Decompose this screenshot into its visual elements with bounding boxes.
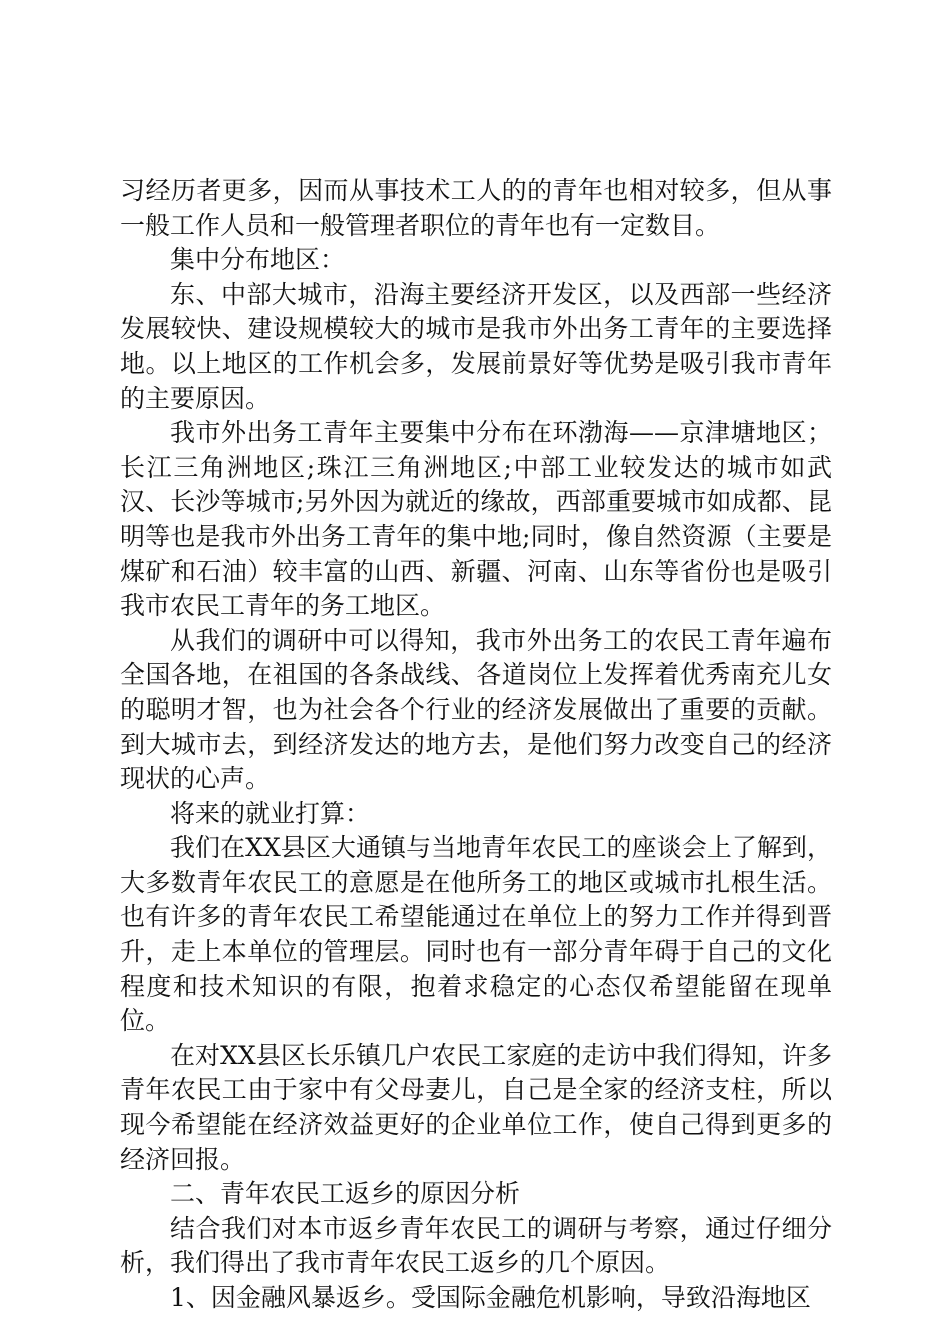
paragraph: 结合我们对本市返乡青年农民工的调研与考察，通过仔细分析，我们得出了我市青年农民工返乡的几个原因。 xyxy=(120,1213,832,1278)
paragraph-heading-distribution-area: 集中分布地区： xyxy=(170,245,346,275)
paragraph: 在对XX县区长乐镇几户农民工家庭的走访中我们得知，许多青年农民工由于家中有父母妻儿，自己是全家的经济支柱，所以现今希望能在经济效益更好的企业单位工作，使自己得到更多的经济回报。 xyxy=(120,1040,832,1174)
paragraph-heading-employment-plans: 将来的就业打算： xyxy=(170,798,371,828)
document-body xyxy=(120,174,832,1316)
paragraph-list-item: 1、因金融风暴返乡。受国际金融危机影响，导致沿海地区 xyxy=(170,1283,811,1312)
paragraph: 东、中部大城市，沿海主要经济开发区，以及西部一些经济发展较快、建设规模较大的城市是我市外出务工青年的主要选择地。以上地区的工作机会多，发展前景好等优势是吸引我市青年的主要原因。 xyxy=(120,279,832,413)
section-heading: 二、青年农民工返乡的原因分析 xyxy=(170,1179,521,1209)
paragraph: 从我们的调研中可以得知，我市外出务工的农民工青年遍布全国各地，在祖国的各条战线、各道岗位上发挥着优秀南充儿女的聪明才智，也为社会各个行业的经济发展做出了重要的贡献。到大城市去，到经济发达的地方去，是他们努力改变自己的经济现状的心声。 xyxy=(120,625,832,794)
paragraph-continuation: 习经历者更多，因而从事技术工人的的青年也相对较多，但从事一般工作人员和一般管理者职位的青年也有一定数目。 xyxy=(120,176,832,240)
paragraph: 我们在XX县区大通镇与当地青年农民工的座谈会上了解到，大多数青年农民工的意愿是在他所务工的地区或城市扎根生活。也有许多的青年农民工希望能通过在单位上的努力工作并得到晋升，走上本单位的管理层。同时也有一部分青年碍于自己的文化程度和技术知识的有限，抱着求稳定的心态仅希望能留在现单位。 xyxy=(120,833,832,1036)
paragraph: 我市外出务工青年主要集中分布在环渤海——京津塘地区；长江三角洲地区;珠江三角洲地区;中部工业较发达的城市如武汉、长沙等城市;另外因为就近的缘故，西部重要城市如成都、昆明等也是我市外出务工青年的集中地;同时，像自然资源（主要是煤矿和石油）较丰富的山西、新疆、河南、山东等省份也是吸引我市农民工青年的务工地区。 xyxy=(120,418,832,621)
